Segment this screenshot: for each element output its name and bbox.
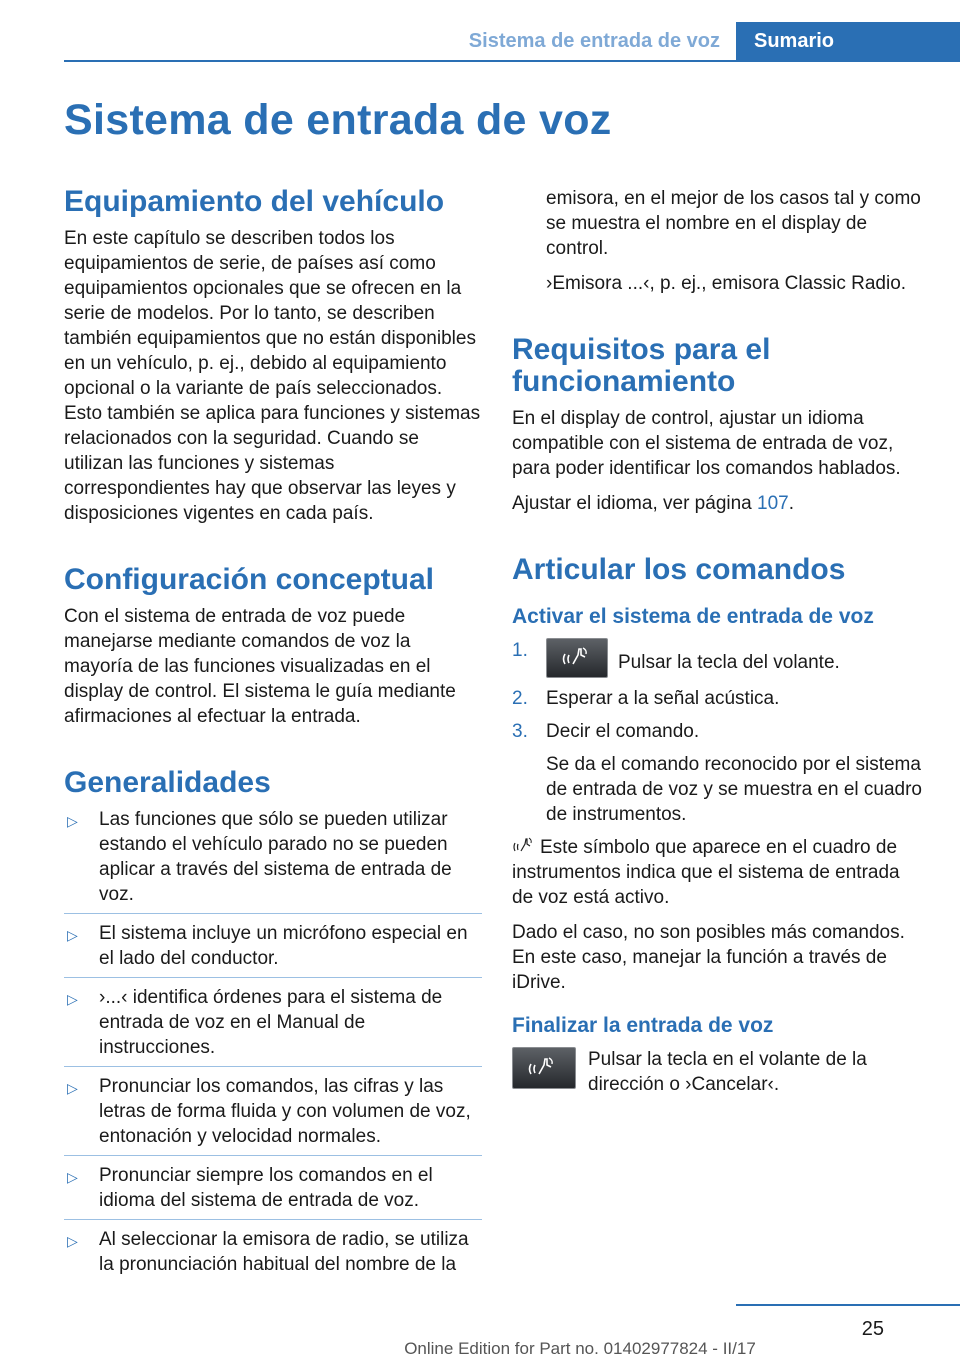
header-divider xyxy=(64,60,960,62)
triangle-right-icon: ▷ xyxy=(67,1080,78,1096)
activar-heading: Activar el sistema de entrada de voz xyxy=(512,605,874,628)
list-item xyxy=(512,686,926,711)
list-item xyxy=(512,638,926,678)
footer-edition: Online Edition for Part no. 01402977824 - II/17 xyxy=(404,1339,756,1358)
finalizar-text: Pulsar la tecla en el volante de la dirección o ›Cancelar‹. xyxy=(588,1049,867,1095)
generalidades-list xyxy=(64,807,482,1283)
finalizar-heading: Finalizar la entrada de voz xyxy=(512,1014,774,1037)
triangle-right-icon: ▷ xyxy=(67,813,78,829)
equipamiento-text: En este capítulo se describen todos los equipamientos de serie, de países así como equipamientos opcionales que se ofrecen en la serie de modelos. Por lo tanto, se describen también equipamientos que no están disponibles en un vehículo, p. ej., debido al equipamiento opcional o la variante de país seleccionados. Esto también se aplica para funciones y sistemas relacionados con la seguridad. Cuando se utilizan las funciones y sistemas correspondientes hay que observar las leyes y disposiciones vigentes en cada país. xyxy=(64,228,481,524)
list-item: ▷ Pronunciar siempre los comandos en el idioma del sistema de entrada de voz. xyxy=(64,1163,482,1220)
list-item: ▷ El sistema incluye un micrófono especial en el lado del conductor. xyxy=(64,921,482,978)
step-number: 1. xyxy=(512,640,528,661)
step-text: Decir el comando. xyxy=(546,721,700,742)
triangle-right-icon: ▷ xyxy=(67,991,78,1007)
voice-command-button-icon xyxy=(512,1047,576,1089)
page-title: Sistema de entrada de voz xyxy=(64,96,612,144)
emisora-continued-text: emisora, en el mejor de los casos tal y como se muestra el nombre en el display de control. xyxy=(546,188,921,259)
voice-command-button-icon xyxy=(546,638,608,678)
page-number: 25 xyxy=(861,1318,884,1340)
finalizar-row xyxy=(512,1047,926,1097)
list-item: ▷ Las funciones que sólo se pueden utilizar estando el vehículo parado no se pueden aplicar a través del sistema de entrada de voz. xyxy=(64,807,482,914)
step-detail: Se da el comando reconocido por el sistema de entrada de voz y se muestra en el cuadro de instrumentos. xyxy=(546,754,923,825)
voice-active-symbol-icon xyxy=(512,837,534,855)
symbol-paragraph: Este símbolo que aparece en el cuadro de instrumentos indica que el sistema de entrada de voz está activo. xyxy=(512,837,900,908)
list-item: ▷ ›...‹ identifica órdenes para el sistema de entrada de voz en el Manual de instrucciones. xyxy=(64,985,482,1067)
configuracion-heading: Configuración conceptual xyxy=(64,563,435,596)
triangle-right-icon: ▷ xyxy=(67,927,78,943)
left-column xyxy=(64,186,482,1290)
header-section-title: Sistema de entrada de voz xyxy=(468,30,720,52)
triangle-right-icon: ▷ xyxy=(67,1169,78,1185)
configuracion-text: Con el sistema de entrada de voz puede manejarse mediante comandos de voz la mayoría de las funciones visualizadas en el display de control. El sistema le guía mediante afirmaciones al efectuar la entrada. xyxy=(64,606,456,727)
step-number: 2. xyxy=(512,688,528,709)
activar-steps xyxy=(512,638,926,827)
list-item: ▷ Pronunciar los comandos, las cifras y las letras de forma fluida y con volumen de voz, entonación y velocidad normales. xyxy=(64,1074,482,1156)
equipamiento-heading: Equipamiento del vehículo xyxy=(64,185,445,218)
list-item xyxy=(512,719,926,827)
requisitos-heading: Requisitos para el funcionamiento xyxy=(512,333,771,398)
tab-sumario[interactable]: Sumario xyxy=(736,22,960,62)
step-text: Pulsar la tecla del volante. xyxy=(618,652,840,673)
articular-heading: Articular los comandos xyxy=(512,553,846,586)
requisitos-text: En el display de control, ajustar un idioma compatible con el sistema de entrada de voz, para poder identificar los comandos hablados. xyxy=(512,408,901,479)
step-text: Esperar a la señal acústica. xyxy=(546,688,780,709)
step-number: 3. xyxy=(512,721,528,742)
ajustar-idioma-text: Ajustar el idioma, ver página 107. xyxy=(512,493,795,514)
right-column xyxy=(512,186,926,1107)
page-link-107[interactable]: 107 xyxy=(757,493,789,514)
emisora-example-text: ›Emisora ...‹, p. ej., emisora Classic Radio. xyxy=(546,273,907,294)
generalidades-heading: Generalidades xyxy=(64,766,271,799)
footer-divider xyxy=(736,1304,960,1306)
dado-caso-text: Dado el caso, no son posibles más comandos. En este caso, manejar la función a través de iDrive. xyxy=(512,922,905,993)
list-item: ▷ Al seleccionar la emisora de radio, se utiliza la pronunciación habitual del nombre de la xyxy=(67,1229,469,1275)
triangle-right-icon: ▷ xyxy=(67,1233,78,1249)
